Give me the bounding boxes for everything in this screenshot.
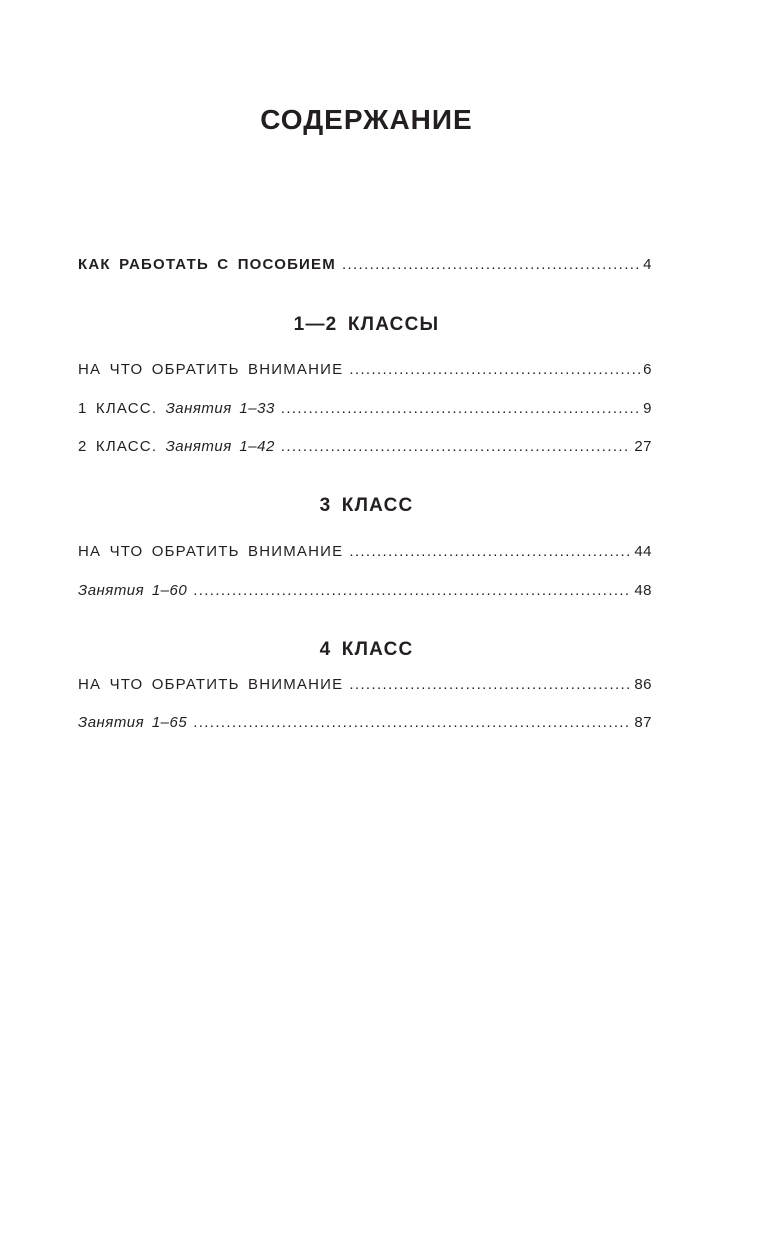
toc-page-number: 86 bbox=[634, 676, 652, 693]
toc-entry[interactable] bbox=[78, 543, 652, 560]
toc-entry-intro[interactable] bbox=[78, 256, 652, 273]
toc-entry[interactable] bbox=[78, 400, 652, 417]
toc-page-number: 9 bbox=[643, 400, 652, 417]
dot-leader bbox=[349, 361, 640, 378]
section-heading-4: 4 КЛАСС bbox=[319, 639, 414, 660]
toc-entry[interactable] bbox=[78, 714, 652, 731]
toc-entry[interactable] bbox=[78, 676, 652, 693]
toc-entry-label: НА ЧТО ОБРАТИТЬ ВНИМАНИЕ bbox=[78, 361, 344, 378]
dot-leader bbox=[349, 543, 631, 560]
toc-page-number: 44 bbox=[634, 543, 652, 560]
toc-entry-label: НА ЧТО ОБРАТИТЬ ВНИМАНИЕ bbox=[78, 543, 344, 560]
dot-leader bbox=[281, 438, 632, 455]
toc-page-number: 87 bbox=[634, 714, 652, 731]
dot-leader bbox=[342, 256, 640, 273]
toc-entry[interactable] bbox=[78, 361, 652, 378]
toc-entry[interactable] bbox=[78, 582, 652, 599]
toc-entry-label: Занятия 1–65 bbox=[78, 714, 188, 731]
toc-page-number: 27 bbox=[634, 438, 652, 455]
dot-leader bbox=[193, 582, 631, 599]
section-heading-3: 3 КЛАСС bbox=[319, 495, 414, 516]
dot-leader bbox=[281, 400, 640, 417]
toc-entry-label: 2 КЛАСС. Занятия 1–42 bbox=[78, 438, 275, 455]
dot-leader bbox=[193, 714, 631, 731]
toc-page-number: 48 bbox=[634, 582, 652, 599]
section-heading-1-2: 1—2 КЛАССЫ bbox=[293, 314, 440, 335]
toc-page-number: 4 bbox=[643, 256, 652, 273]
toc-entry-label: КАК РАБОТАТЬ С ПОСОБИЕМ bbox=[78, 256, 336, 273]
toc-entry-label: НА ЧТО ОБРАТИТЬ ВНИМАНИЕ bbox=[78, 676, 344, 693]
page-title: СОДЕРЖАНИЕ bbox=[260, 104, 473, 135]
toc-page-number: 6 bbox=[643, 361, 652, 378]
toc-entry[interactable] bbox=[78, 438, 652, 455]
toc-entry-label: Занятия 1–60 bbox=[78, 582, 188, 599]
toc-entry-label: 1 КЛАСС. Занятия 1–33 bbox=[78, 400, 275, 417]
dot-leader bbox=[349, 676, 631, 693]
